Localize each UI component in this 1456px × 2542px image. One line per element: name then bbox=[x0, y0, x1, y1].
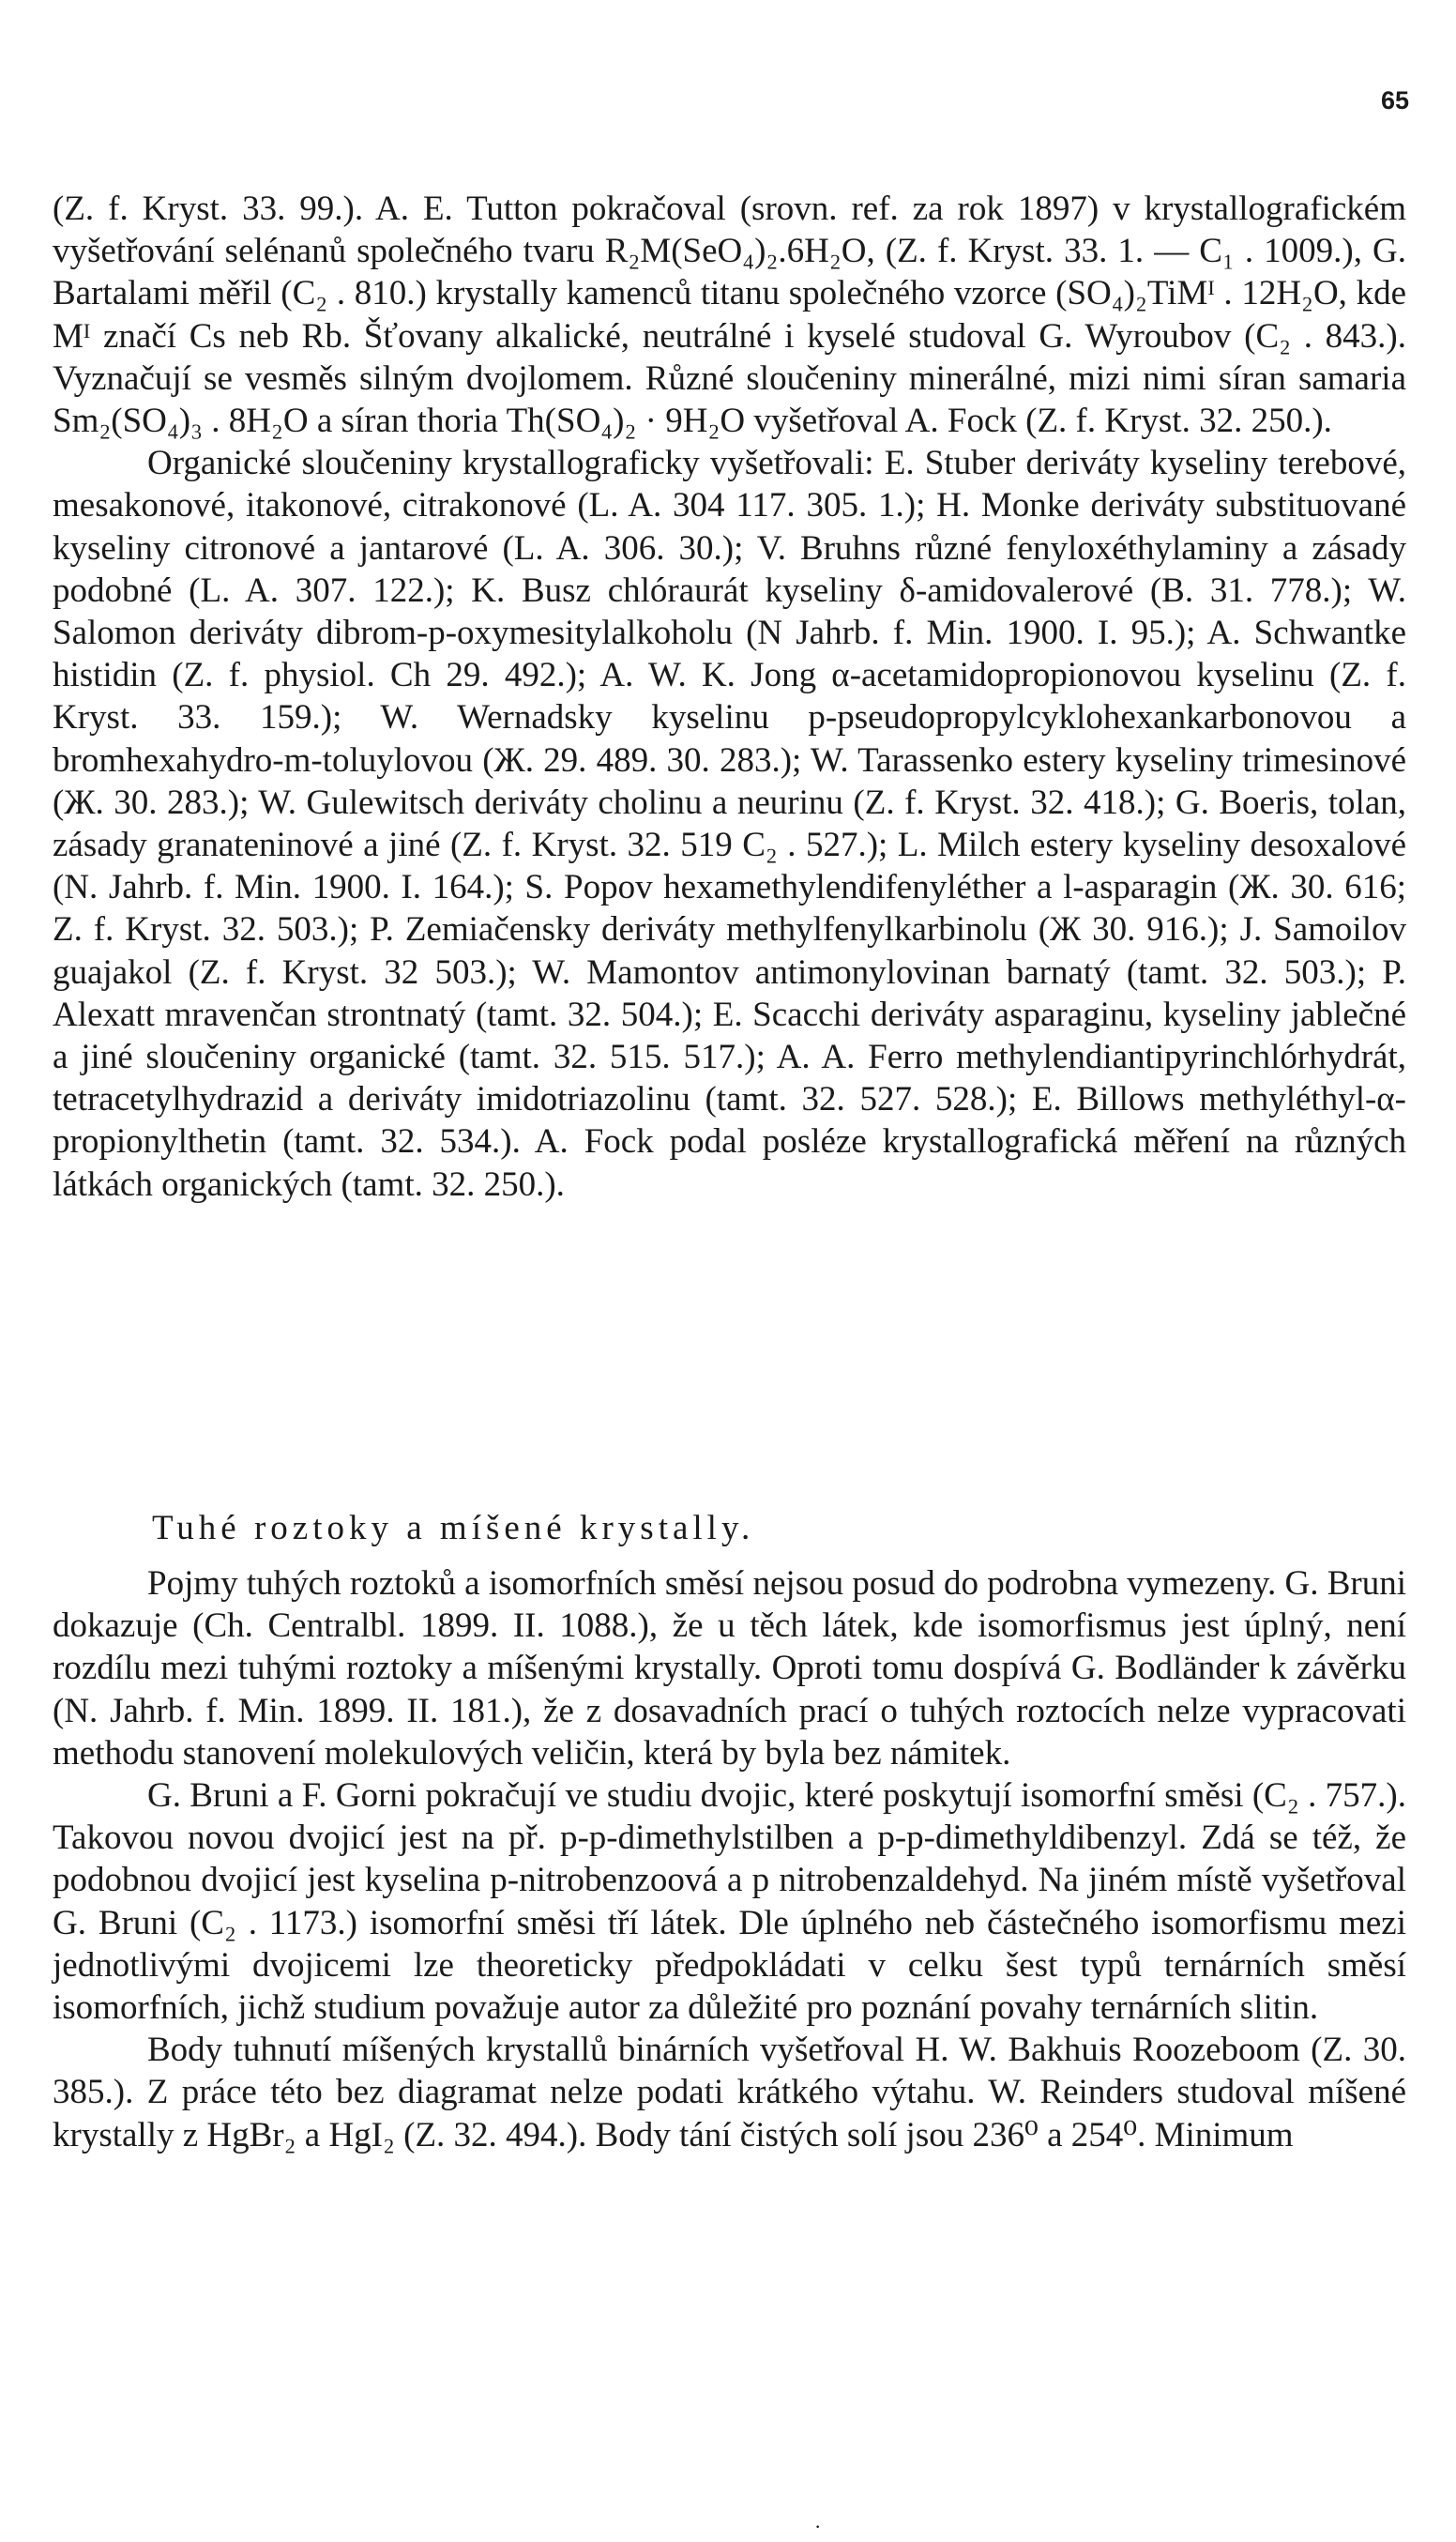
footer-mark: · bbox=[814, 2515, 822, 2538]
paragraph-organic-compounds: Organické sloučeniny krystallograficky vyšetřovali: E. Stuber deriváty kyseliny terebové, mesakonové, itakonové, citrakonové (L. A. 304 117. 305. 1.); H. Monke deriváty substituované kyseliny citronové a jantarové (L. A. 306. 30.); V. Bruhns různé fenyloxéthylaminy a zásady podobné (L. A. 307. 122.); K. Busz chlóraurát kyseliny δ-amidovalerové (B. 31. 778.); W. Salomon deriváty dibrom-p-oxymesitylalkoholu (N Jahrb. f. Min. 1900. I. 95.); A. Schwantke histidin (Z. f. physiol. Ch 29. 492.); A. W. K. Jong α-acetamidopropionovou kyselinu (Z. f. Kryst. 33. 159.); W. Wernadsky kyselinu p-pseudopropylcyklohexankarbonovou a bromhexahydro-m-toluylovou (Ж. 29. 489. 30. 283.); W. Tarassenko estery kyseliny trimesinové (Ж. 30. 283.); W. Gulewitsch deriváty cholinu a neurinu (Z. f. Kryst. 32. 418.); G. Boeris, tolan, zásady granateninové a jiné (Z. f. Kryst. 32. 519 C₂ . 527.); L. Milch estery kyseliny desoxalové (N. Jahrb. f. Min. 1900. I. 164.); S. Popov hexamethylendifenyléther a l-asparagin (Ж. 30. 616; Z. f. Kryst. 32. 503.); P. Zemiačensky deriváty methylfenylkarbinolu (Ж 30. 916.); J. Samoilov guajakol (Z. f. Kryst. 32 503.); W. Mamontov antimonylovinan barnatý (tamt. 32. 503.); P. Alexatt mravenčan strontnatý (tamt. 32. 504.); E. Scacchi deriváty asparaginu, kyseliny jablečné a jiné sloučeniny organické (tamt. 32. 515. 517.); A. A. Ferro methylendiantipyrinchlórhydrát, tetracetylhydrazid a deriváty imidotriazolinu (tamt. 32. 527. 528.); E. Billows methyléthyl-α-propionylthetin (tamt. 32. 534.). A. Fock podal posléze krystallografická měření na různých látkách organických (tamt. 32. 250.). bbox=[53, 444, 1406, 1204]
section-solid-solutions bbox=[53, 1562, 1406, 2156]
section-heading-solid-solutions: Tuhé roztoky a míšené krystally. bbox=[152, 1509, 755, 1547]
page-number: 65 bbox=[1381, 86, 1410, 114]
paragraph-solidification: Body tuhnutí míšených krystallů binárních vyšetřoval H. W. Bakhuis Roozeboom (Z. 30. 385.). Z práce této bez diagramat nelze podati krátkého výtahu. W. Reinders studoval míšené krystally z HgBr₂ a HgI₂ (Z. 32. 494.). Body tání čistých solí jsou 236⁰ a 254⁰. Minimum bbox=[53, 2031, 1406, 2154]
paragraph-definitions: Pojmy tuhých roztoků a isomorfních směsí nejsou posud do podrobna vymezeny. G. Bruni dokazuje (Ch. Centralbl. 1899. II. 1088.), že u těch látek, kde isomorfismus jest úplný, není rozdílu mezi tuhými roztoky a míšenými krystally. Oproti tomu dospívá G. Bodländer k závěrku (N. Jahrb. f. Min. 1899. II. 181.), že z dosavadních prací o tuhých roztocích nelze vypracovati methodu stanovení molekulových veličin, která by byla bez námitek. bbox=[53, 1564, 1406, 1773]
paragraph-selenates: (Z. f. Kryst. 33. 99.). A. E. Tutton pokračoval (srovn. ref. za rok 1897) v krystallografickém vyšetřování selénanů společného tvaru R₂M(SeO₄)₂.6H₂O, (Z. f. Kryst. 33. 1. — C₁ . 1009.), G. Bartalami měřil (C₂ . 810.) krystally kamenců titanu společného vzorce (SO₄)₂TiMᴵ . 12H₂O, kde Mᴵ značí Cs neb Rb. Šťovany alkalické, neutrálné i kyselé studoval G. Wyroubov (C₂ . 843.). Vyznačují se vesměs silným dvojlomem. Různé sloučeniny minerálné, mizi nimi síran samaria Sm₂(SO₄)₃ . 8H₂O a síran thoria Th(SO₄)₂ · 9H₂O vyšetřoval A. Fock (Z. f. Kryst. 32. 250.). bbox=[53, 190, 1406, 441]
paragraph-bruni-gorni: G. Bruni a F. Gorni pokračují ve studiu dvojic, které poskytují isomorfní směsi (C₂ . 757.). Takovou novou dvojicí jest na př. p-p-dimethylstilben a p-p-dimethyldibenzyl. Zdá se též, že podobnou dvojicí jest kyselina p-nitrobenzoová a p nitrobenzaldehyd. Na jiném místě vyšetřoval G. Bruni (C₂ . 1173.) isomorfní směsi tří látek. Dle úplného neb částečného isomorfismu mezi jednotlivými dvojicemi lze theoreticky předpokládati v celku šest typů ternárních směsí isomorfních, jichž studium považuje autor za důležité pro poznání povahy ternárních slitin. bbox=[53, 1776, 1406, 2028]
section-organic-crystals bbox=[53, 188, 1406, 1206]
